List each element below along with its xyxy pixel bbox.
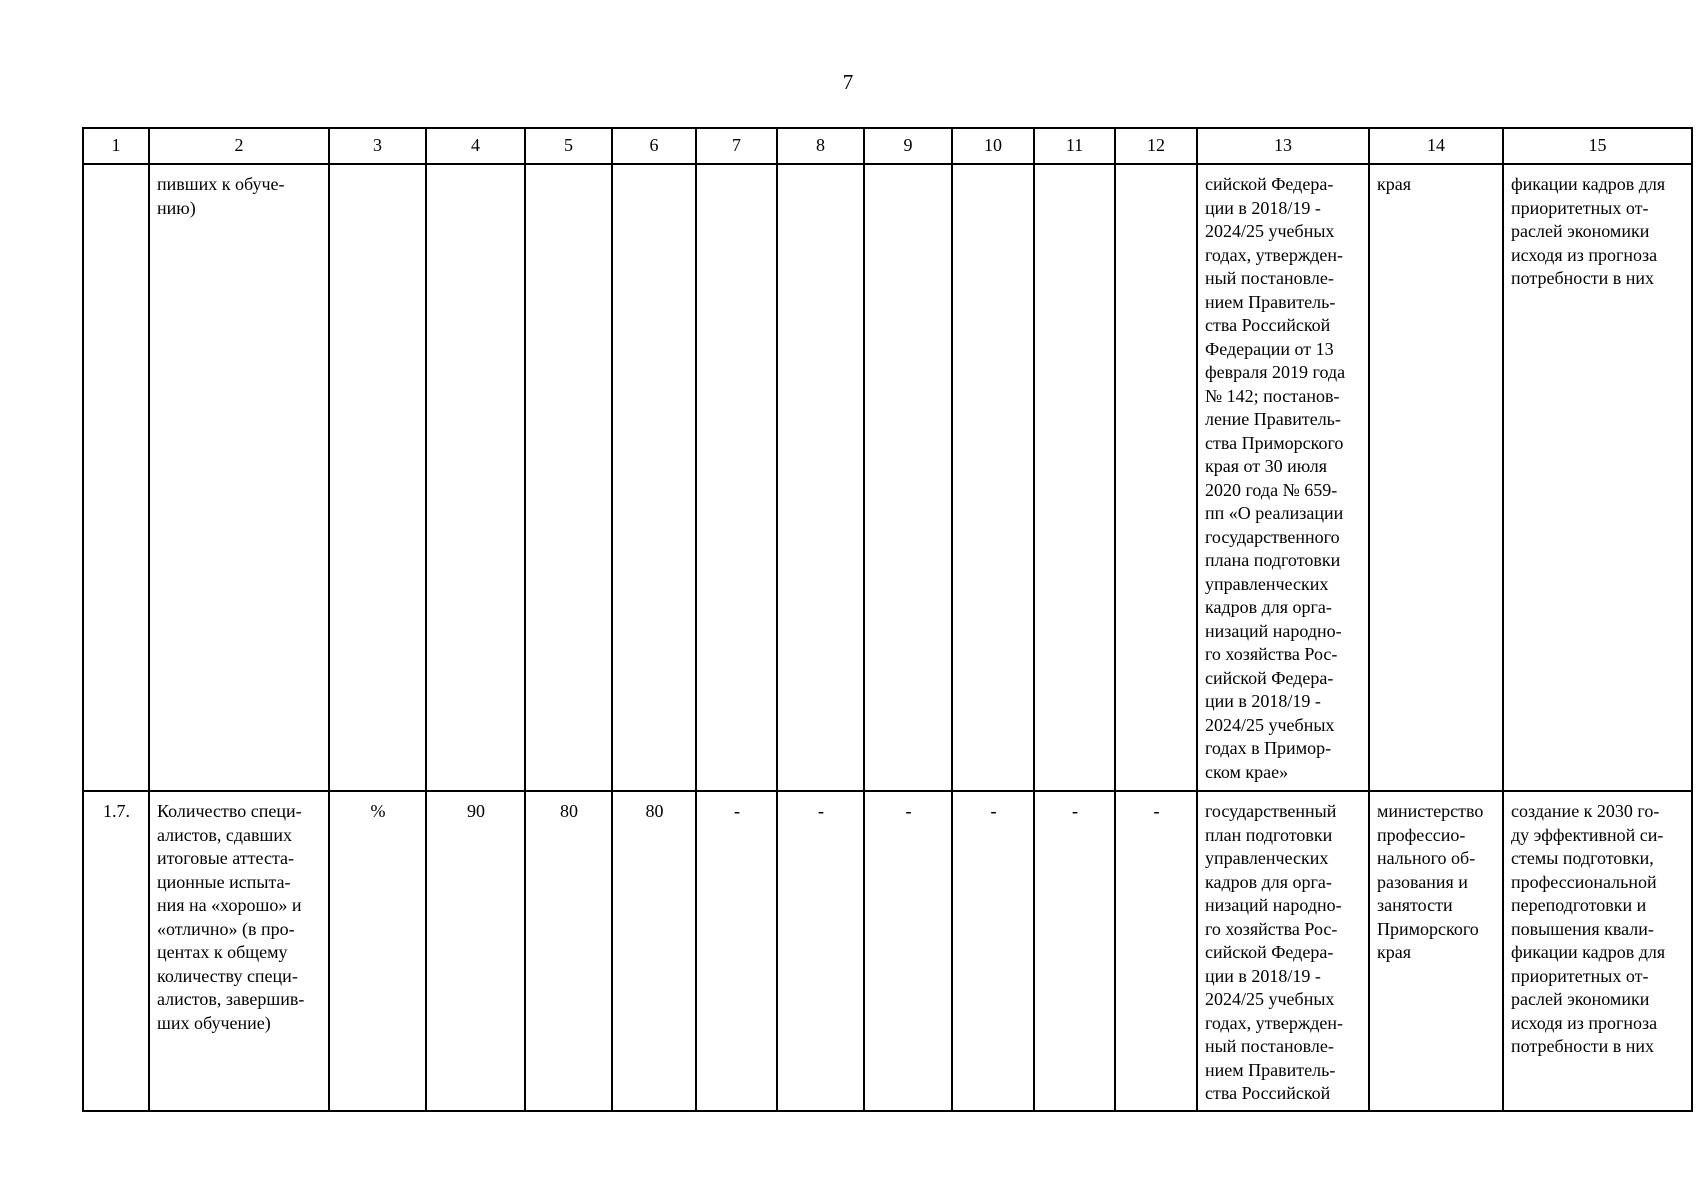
table-cell	[426, 164, 525, 791]
table-cell: -	[952, 791, 1034, 1111]
column-header: 3	[329, 128, 426, 164]
table-cell	[329, 164, 426, 791]
table-cell	[1115, 164, 1197, 791]
table-cell	[777, 164, 864, 791]
table-cell: края	[1369, 164, 1503, 791]
table-cell: %	[329, 791, 426, 1111]
column-header: 10	[952, 128, 1034, 164]
table-cell	[696, 164, 777, 791]
column-header: 11	[1034, 128, 1115, 164]
column-header: 14	[1369, 128, 1503, 164]
table-cell: министерство профессио- нального об- разования и занятости Приморского края	[1369, 791, 1503, 1111]
table-cell: создание к 2030 го- ду эффективной си- стемы подготовки, профессиональной переподготовки и повышения квали- фикации кадров для приоритетных от- раслей экономики исходя из прогноза потребности в них	[1503, 791, 1692, 1111]
table-cell: государственный план подготовки управленческих кадров для орга- низаций народно- го хозяйства Рос- сийской Федера- ции в 2018/19 - 2024/25 учебных годах, утвержден- ный постановле- нием Правитель- ства Российской	[1197, 791, 1369, 1111]
column-header: 15	[1503, 128, 1692, 164]
table-row	[83, 164, 1692, 791]
table-cell	[1034, 164, 1115, 791]
document-table	[82, 127, 1693, 1112]
table-cell: 90	[426, 791, 525, 1111]
table-cell	[525, 164, 612, 791]
table-cell: -	[1115, 791, 1197, 1111]
table-cell: -	[777, 791, 864, 1111]
table-header-row	[83, 128, 1692, 164]
column-header: 4	[426, 128, 525, 164]
column-header: 13	[1197, 128, 1369, 164]
page-number: 7	[842, 70, 854, 94]
table-cell	[83, 164, 149, 791]
table-cell: фикации кадров для приоритетных от- раслей экономики исходя из прогноза потребности в них	[1503, 164, 1692, 791]
table-cell: 80	[525, 791, 612, 1111]
table-cell	[612, 164, 696, 791]
table-cell: 80	[612, 791, 696, 1111]
table-cell: -	[696, 791, 777, 1111]
table-cell: сийской Федера- ции в 2018/19 - 2024/25 учебных годах, утвержден- ный постановле- нием Правитель- ства Российской Федерации от 13 февраля 2019 года № 142; постанов- ление Правитель- ства Приморского края от 30 июля 2020 года № 659- пп «О реализации государственного плана подготовки управленческих кадров для орга- низаций народно- го хозяйства Рос- сийской Федера- ции в 2018/19 - 2024/25 учебных годах в Примор- ском крае»	[1197, 164, 1369, 791]
column-header: 7	[696, 128, 777, 164]
table-cell	[952, 164, 1034, 791]
column-header: 12	[1115, 128, 1197, 164]
table-cell: пивших к обуче- нию)	[149, 164, 329, 791]
column-header: 6	[612, 128, 696, 164]
column-header: 8	[777, 128, 864, 164]
table-cell: Количество специ- алистов, сдавших итоговые аттеста- ционные испыта- ния на «хорошо» и «отлично» (в про- центах к общему количеству специ- алистов, завершив- ших обучение)	[149, 791, 329, 1111]
table-row	[83, 791, 1692, 1111]
table-cell	[864, 164, 952, 791]
table-cell: -	[864, 791, 952, 1111]
table-cell: -	[1034, 791, 1115, 1111]
column-header: 1	[83, 128, 149, 164]
column-header: 5	[525, 128, 612, 164]
table-cell: 1.7.	[83, 791, 149, 1111]
column-header: 9	[864, 128, 952, 164]
column-header: 2	[149, 128, 329, 164]
